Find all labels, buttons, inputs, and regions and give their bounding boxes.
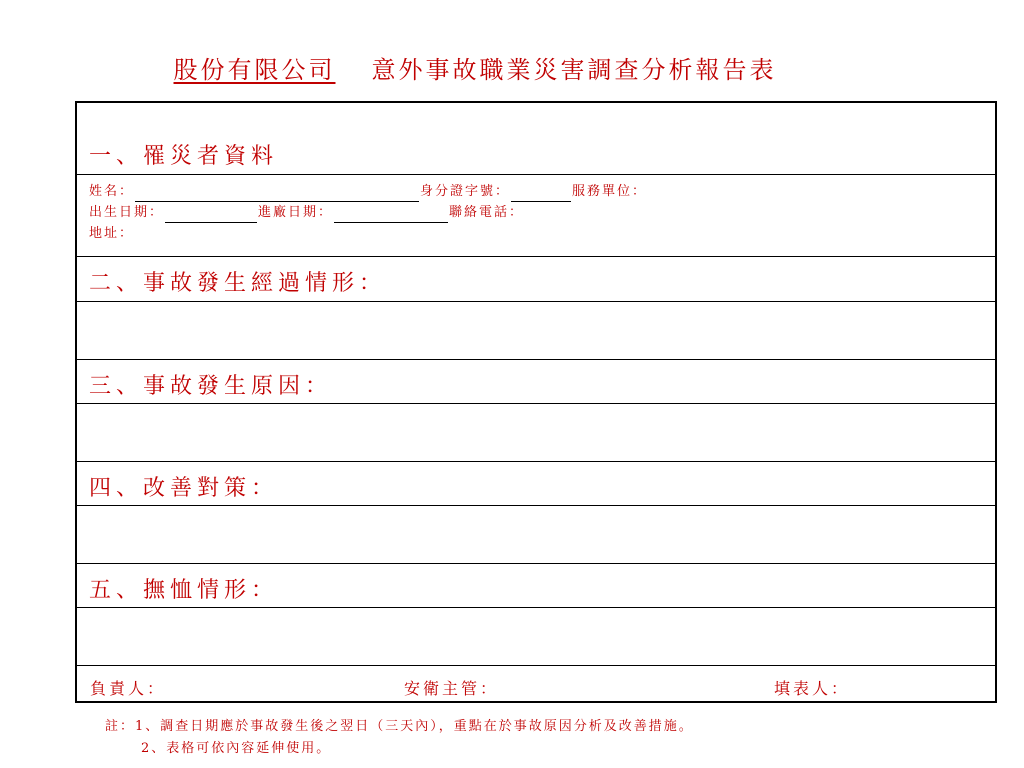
company-name: 股份有限公司	[173, 56, 336, 84]
hire-label: 進廠日期：	[258, 205, 334, 220]
victim-info	[77, 175, 995, 244]
responsible-label: 負責人：	[90, 679, 167, 698]
safety-manager-label: 安衛主管：	[404, 679, 500, 698]
victim-line-2	[89, 202, 995, 223]
measures-header-row	[77, 462, 995, 506]
compensation-content[interactable]	[77, 608, 995, 666]
footnotes	[105, 716, 694, 760]
note-1: 註：1、調查日期應於事故發生後之翌日（三天內），重點在於事故原因分析及改善措施。	[105, 719, 694, 734]
report-name: 意外事故職業災害調查分析報告表	[371, 56, 777, 84]
name-label: 姓名：	[89, 184, 135, 199]
victim-line-1	[89, 181, 995, 202]
signature-row	[77, 666, 995, 701]
process-header-row	[77, 257, 995, 302]
dept-label: 服務單位：	[572, 184, 648, 199]
measures-section-title: 四、改善對策：	[89, 476, 279, 501]
name-field[interactable]	[135, 186, 419, 202]
report-form	[75, 101, 997, 703]
birth-field[interactable]	[165, 207, 257, 223]
victim-section-title: 一、罹災者資料	[89, 144, 279, 169]
cause-section-title: 三、事故發生原因：	[89, 374, 333, 399]
process-section-title: 二、事故發生經過情形：	[89, 271, 387, 296]
measures-content[interactable]	[77, 506, 995, 564]
phone-label: 聯絡電話：	[449, 205, 525, 220]
victim-info-row	[77, 175, 995, 257]
cause-content[interactable]	[77, 404, 995, 462]
id-label: 身分證字號：	[420, 184, 511, 199]
victim-header-row	[77, 103, 995, 175]
victim-line-3	[89, 223, 995, 244]
cause-header-row	[77, 360, 995, 404]
compensation-section-title: 五、撫恤情形：	[89, 578, 279, 603]
address-label: 地址：	[89, 226, 135, 241]
report-title	[0, 50, 950, 85]
process-content[interactable]	[77, 302, 995, 360]
filler-label: 填表人：	[774, 679, 851, 698]
compensation-header-row	[77, 564, 995, 608]
note-2: 2、表格可依內容延伸使用。	[141, 741, 332, 756]
id-field[interactable]	[511, 186, 571, 202]
hire-field[interactable]	[334, 207, 448, 223]
birth-label: 出生日期：	[89, 205, 165, 220]
